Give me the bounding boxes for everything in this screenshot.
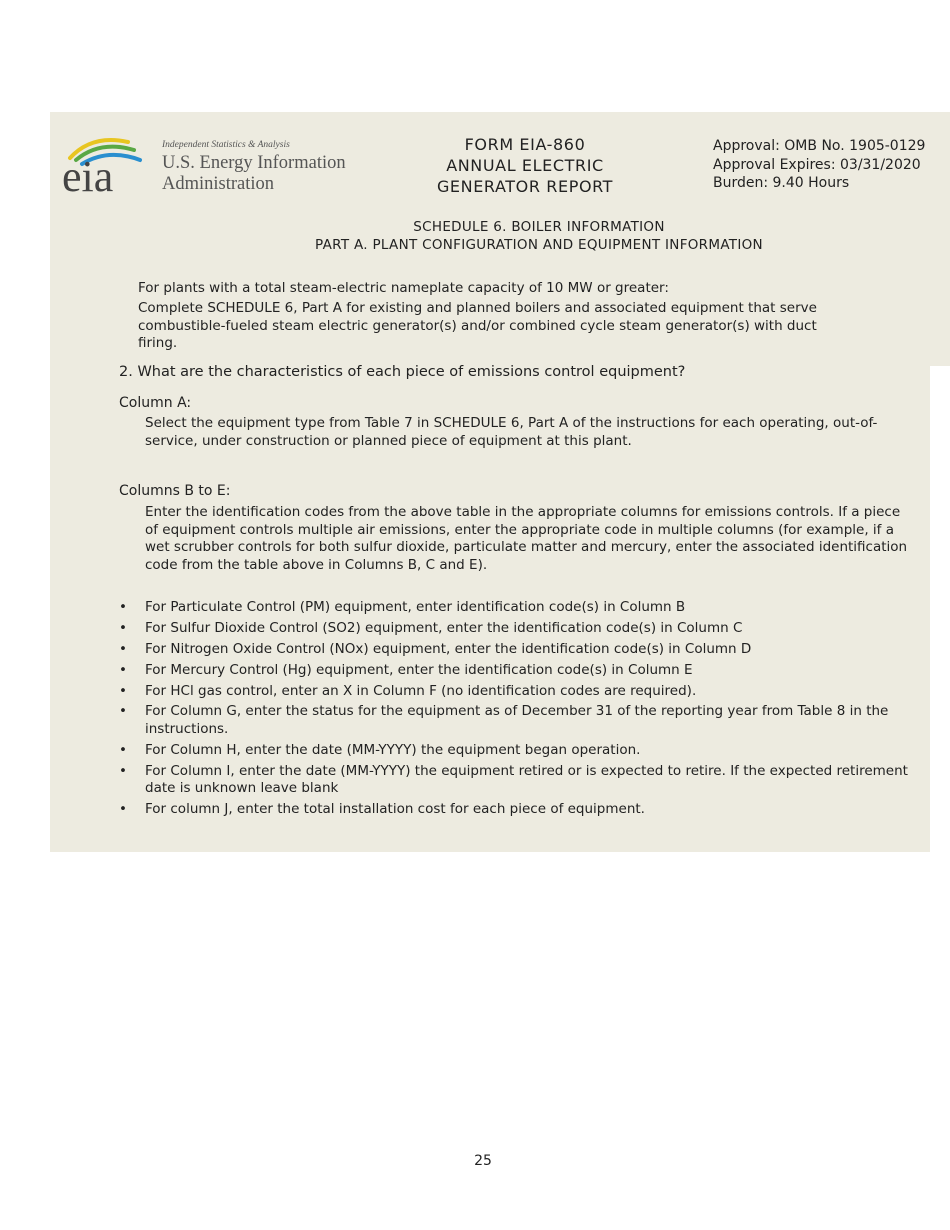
eia-logo — [62, 134, 362, 198]
form-title-line: GENERATOR REPORT — [436, 177, 614, 196]
schedule-title: SCHEDULE 6. BOILER INFORMATION — [413, 219, 665, 235]
intro-body: Complete SCHEDULE 6, Part A for existing and planned boilers and associated equipment that serve combustible-fueled steam electric generator(s) and/or combined cycle steam generator(s) with duct firing. — [138, 300, 817, 351]
bullet-icon: • — [119, 599, 127, 615]
list-item — [119, 683, 909, 701]
list-item — [119, 620, 909, 638]
intro-lead: For plants with a total steam-electric nameplate capacity of 10 MW or greater: — [138, 280, 669, 296]
intro-section — [138, 279, 858, 353]
bullet-icon: • — [119, 640, 127, 657]
list-item — [119, 742, 909, 760]
schedule-part-title: PART A. PLANT CONFIGURATION AND EQUIPMENT INFORMATION — [315, 237, 763, 253]
logo-mark-text: eia — [62, 152, 114, 194]
list-item — [119, 801, 909, 819]
logo-agency-name-line2: Administration — [162, 174, 275, 194]
logo-tagline: Independent Statistics & Analysis — [162, 140, 290, 150]
list-item-text: For Mercury Control (Hg) equipment, enter the identification code(s) in Column E — [145, 661, 693, 678]
list-item-text: For Particulate Control (PM) equipment, enter identification code(s) in Column B — [145, 599, 686, 615]
list-item — [119, 703, 909, 738]
list-item-text: For column J, enter the total installation cost for each piece of equipment. — [145, 801, 645, 818]
column-a-heading: Column A: — [119, 395, 192, 411]
list-item — [119, 599, 909, 617]
eia-logo-icon — [62, 134, 144, 194]
instruction-list — [119, 599, 909, 822]
list-item-text: For HCl gas control, enter an X in Column F (no identification codes are required). — [145, 682, 697, 699]
list-item-text: For Column H, enter the date (MM-YYYY) the equipment began operation. — [145, 741, 641, 758]
approval-expires: Approval Expires: 03/31/2020 — [713, 156, 921, 173]
bullet-icon: • — [119, 682, 127, 699]
bullet-icon: • — [119, 762, 127, 779]
approval-omb: Approval: OMB No. 1905-0129 — [713, 138, 926, 154]
list-item-text: For Column G, enter the status for the equipment as of December 31 of the reporting year from Table 8 in the instructions. — [145, 703, 889, 737]
bullet-icon: • — [119, 801, 127, 818]
form-title — [395, 134, 655, 197]
bullet-icon: • — [119, 619, 127, 636]
approval-info — [713, 137, 925, 193]
bullet-icon: • — [119, 741, 127, 758]
bullet-icon: • — [119, 703, 127, 720]
list-item — [119, 662, 909, 680]
page-number: 25 — [474, 1153, 492, 1169]
schedule-heading — [230, 218, 848, 254]
columns-b-e-heading: Columns B to E: — [119, 483, 231, 499]
bullet-icon: • — [119, 661, 127, 678]
column-a-instructions: Select the equipment type from Table 7 in SCHEDULE 6, Part A of the instructions for each operating, out-of-service, under construction or planned piece of equipment at this plant. — [145, 415, 878, 449]
question-heading: 2. What are the characteristics of each piece of emissions control equipment? — [119, 364, 686, 380]
list-item-text: For Sulfur Dioxide Control (SO2) equipment, enter the identification code(s) in Column C — [145, 619, 743, 636]
burden-hours: Burden: 9.40 Hours — [713, 175, 850, 191]
form-title-line: ANNUAL ELECTRIC — [446, 156, 604, 175]
form-title-line: FORM EIA-860 — [464, 135, 586, 154]
list-item-text: For Column I, enter the date (MM-YYYY) the equipment retired or is expected to retire. If the expected retirement date is unknown leave blank — [145, 762, 908, 797]
columns-b-e-instructions: Enter the identification codes from the above table in the appropriate columns for emissions controls. If a piece of equipment controls multiple air emissions, enter the appropriate code in multiple columns (for example, if a wet scrubber controls for both sulfur dioxide, particulate matter and mercury, enter the associated identification code from the table above in Columns B, C and E). — [145, 504, 908, 573]
list-item-text: For Nitrogen Oxide Control (NOx) equipment, enter the identification code(s) in Column D — [145, 640, 752, 657]
list-item — [119, 641, 909, 659]
logo-agency-name-line1: U.S. Energy Information — [162, 153, 346, 173]
list-item — [119, 763, 909, 798]
